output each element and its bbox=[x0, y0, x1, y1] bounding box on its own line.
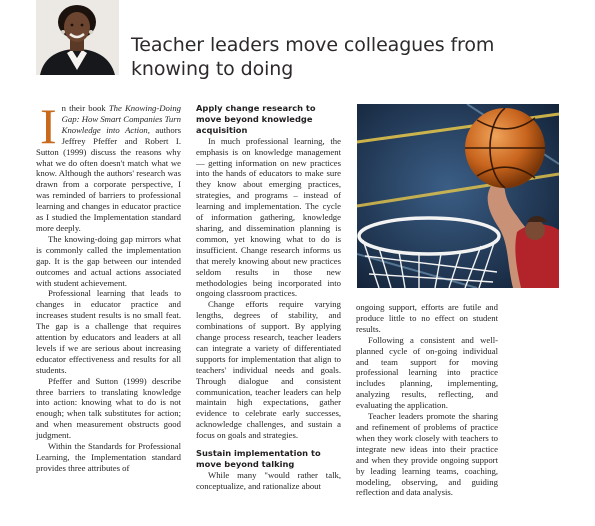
article-headline: Teacher leaders move colleagues from knowing to doing bbox=[131, 34, 495, 80]
section-subhead: Sustain implementation to move beyond talking bbox=[196, 448, 321, 469]
paragraph: The knowing-doing gap mirrors what is commonly called the implementation gap. It is the gap between our intended outcomes and actual actions associated with student achievement. bbox=[36, 233, 181, 288]
book-title: The Knowing-Doing Gap: How Smart Companies Turn Knowledge into Action bbox=[61, 103, 182, 135]
article-column-1 bbox=[36, 98, 182, 474]
basketball-photo bbox=[357, 104, 559, 288]
paragraph: Within the Standards for Professional Learning, the Implementation standard provides three attributes of bbox=[36, 441, 181, 473]
paragraph: Following a consistent and well-planned cycle of on-going individual and team support for moving professional learning into practice includes planning, implementing, analyzing results, reflecting, and evaluating the application. bbox=[356, 334, 498, 411]
article-column-3 bbox=[356, 302, 498, 498]
author-portrait bbox=[36, 0, 119, 75]
section-subhead: Apply change research to move beyond knowledge acquisition bbox=[196, 103, 316, 135]
paragraph: In much professional learning, the emphasis is on knowledge management — getting information on new practices into the hands of educators to make sure they know about emerging practices, strategies, and programs – instead of learning and implementation. The cycle of information gathering, knowledge sharing, and dissemination planning is common, yet knowing what to do is insufficient. Change research informs us that merely knowing about new practices seldom results in those new methodologies being incorporated into ongoing classroom practices. bbox=[196, 135, 341, 299]
drop-cap: I bbox=[40, 98, 57, 154]
article-column-2 bbox=[196, 103, 341, 492]
paragraph: In their book The Knowing-Doing Gap: How Smart Companies Turn Knowledge into Action, authors Jeffrey Pfeffer and Robert I. Sutton (1999) discuss the reasons why what we do often doesn't match what we know. Although the authors' research was drawn from a corporate perspective, I was reminded of barriers to professional learning and changes in educator practice as I studied the Implementation standard more deeply. bbox=[36, 98, 182, 233]
paragraph: While many "would rather talk, conceptualize, and rationalize about bbox=[196, 469, 341, 491]
paragraph: Pfeffer and Sutton (1999) describe three barriers to translating knowledge into action: knowing what to do is not enough; when talk substitutes for action; and when measurement obstructs good judgment. bbox=[36, 375, 181, 441]
paragraph: Professional learning that leads to changes in educator practice and increases student results is no small feat. The gap is a challenge that requires attention by educators and leaders at all levels if we are serious about increasing educator effectiveness and results for all students. bbox=[36, 288, 181, 375]
paragraph: ongoing support, efforts are futile and produce little to no effect on student results. bbox=[356, 302, 498, 334]
paragraph: Teacher leaders promote the sharing and refinement of problems of practice when they work closely with teachers to integrate new ideas into their practice and when they provide ongoing support by leading learning teams, coaching, modeling, observing, and guiding reflection and data analysis. bbox=[356, 411, 498, 498]
paragraph: Change efforts require varying lengths, degrees of stability, and combinations of support. By applying change process research, teacher leaders can integrate a variety of differentiated supports for implementation that align to teachers' individual needs and goals. Through dialogue and consistent communication, teacher leaders can help maintain high expectations, gather evidence to celebrate early successes, acknowledge challenges, and sustain a focus on goals and strategies. bbox=[196, 299, 341, 441]
